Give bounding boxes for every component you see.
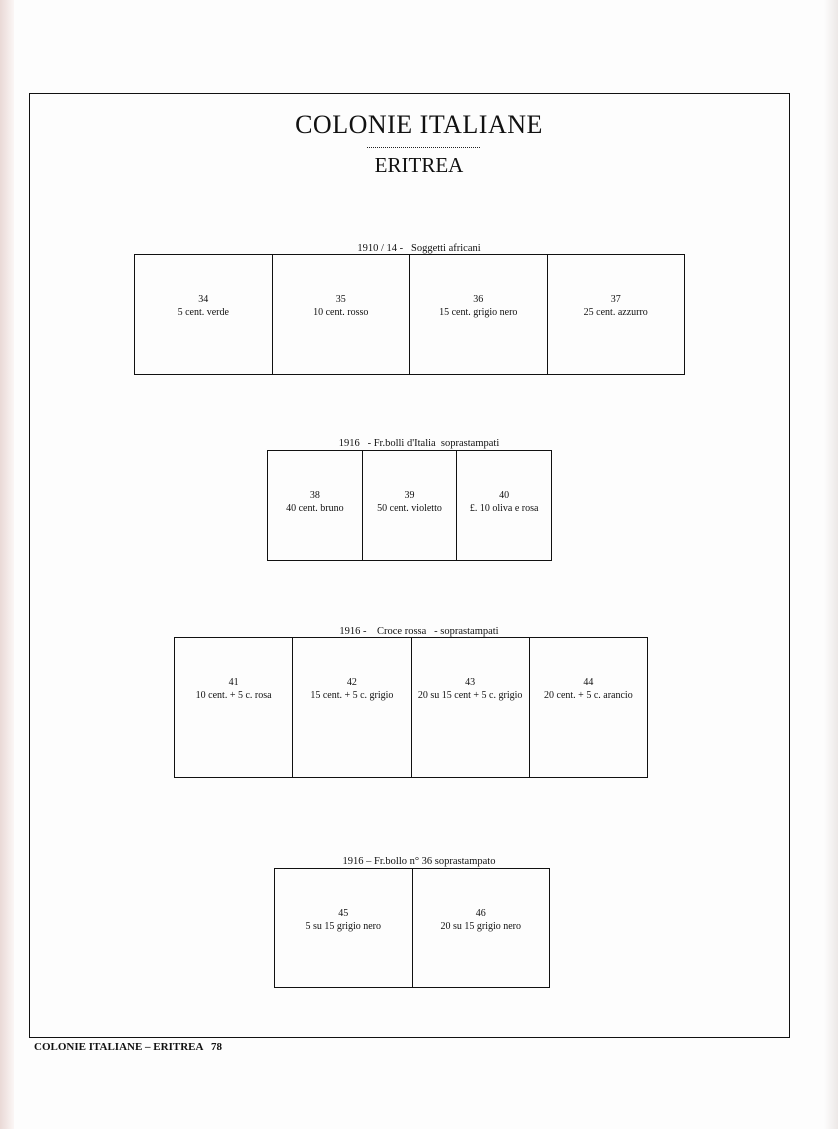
stamp-description: £. 10 oliva e rosa xyxy=(469,503,539,514)
stamp-space xyxy=(363,451,458,560)
page-subtitle: ERITREA xyxy=(374,153,464,177)
stamp-row-1916-surcharge xyxy=(274,868,550,988)
stamp-space xyxy=(413,869,550,987)
stamp-space xyxy=(268,451,363,560)
stamp-description: 15 cent. + 5 c. grigio xyxy=(310,690,394,701)
stamp-description: 5 su 15 grigio nero xyxy=(305,921,382,932)
set-caption-1910: 1910 / 14 - Soggetti africani xyxy=(357,243,481,254)
stamp-number: 37 xyxy=(610,294,621,305)
title-divider xyxy=(367,147,480,148)
stamp-number: 40 xyxy=(499,490,510,501)
stamp-description: 10 cent. rosso xyxy=(313,307,369,318)
stamp-description: 10 cent. + 5 c. rosa xyxy=(195,690,272,701)
stamp-description: 20 su 15 grigio nero xyxy=(440,921,522,932)
stamp-description: 20 cent. + 5 c. arancio xyxy=(544,690,633,701)
stamp-space xyxy=(175,638,293,777)
stamp-space xyxy=(410,255,548,374)
stamp-number: 45 xyxy=(338,908,349,919)
stamp-description: 15 cent. grigio nero xyxy=(439,307,518,318)
page-footer: COLONIE ITALIANE – ERITREA 78 xyxy=(34,1041,223,1053)
stamp-number: 39 xyxy=(404,490,415,501)
stamp-description: 20 su 15 cent + 5 c. grigio xyxy=(417,690,523,701)
stamp-space xyxy=(293,638,411,777)
stamp-number: 43 xyxy=(465,677,476,688)
stamp-number: 38 xyxy=(309,490,320,501)
stamp-row-1916-overprint xyxy=(267,450,552,561)
stamp-number: 34 xyxy=(198,294,209,305)
stamp-number: 44 xyxy=(583,677,594,688)
stamp-description: 5 cent. verde xyxy=(177,307,229,318)
page-title: COLONIE ITALIANE xyxy=(295,110,543,139)
stamp-space xyxy=(275,869,413,987)
stamp-row-1916-red-cross xyxy=(174,637,648,778)
stamp-number: 42 xyxy=(346,677,357,688)
stamp-space xyxy=(273,255,411,374)
stamp-number: 46 xyxy=(475,908,486,919)
set-caption-1916-surcharge: 1916 – Fr.bollo n° 36 soprastampato xyxy=(342,856,496,867)
stamp-row-1910 xyxy=(134,254,685,375)
stamp-description: 25 cent. azzurro xyxy=(583,307,648,318)
stamp-number: 41 xyxy=(228,677,239,688)
stamp-space xyxy=(135,255,273,374)
stamp-space xyxy=(412,638,530,777)
stamp-space xyxy=(530,638,647,777)
stamp-number: 36 xyxy=(473,294,484,305)
stamp-description: 40 cent. bruno xyxy=(286,503,344,514)
stamp-space xyxy=(548,255,685,374)
set-caption-1916-overprint: 1916 - Fr.bolli d'Italia soprastampati xyxy=(338,438,500,449)
set-caption-1916-red-cross: 1916 - Croce rossa - soprastampati xyxy=(339,626,499,637)
stamp-space xyxy=(457,451,551,560)
stamp-description: 50 cent. violetto xyxy=(377,503,442,514)
stamp-number: 35 xyxy=(335,294,346,305)
